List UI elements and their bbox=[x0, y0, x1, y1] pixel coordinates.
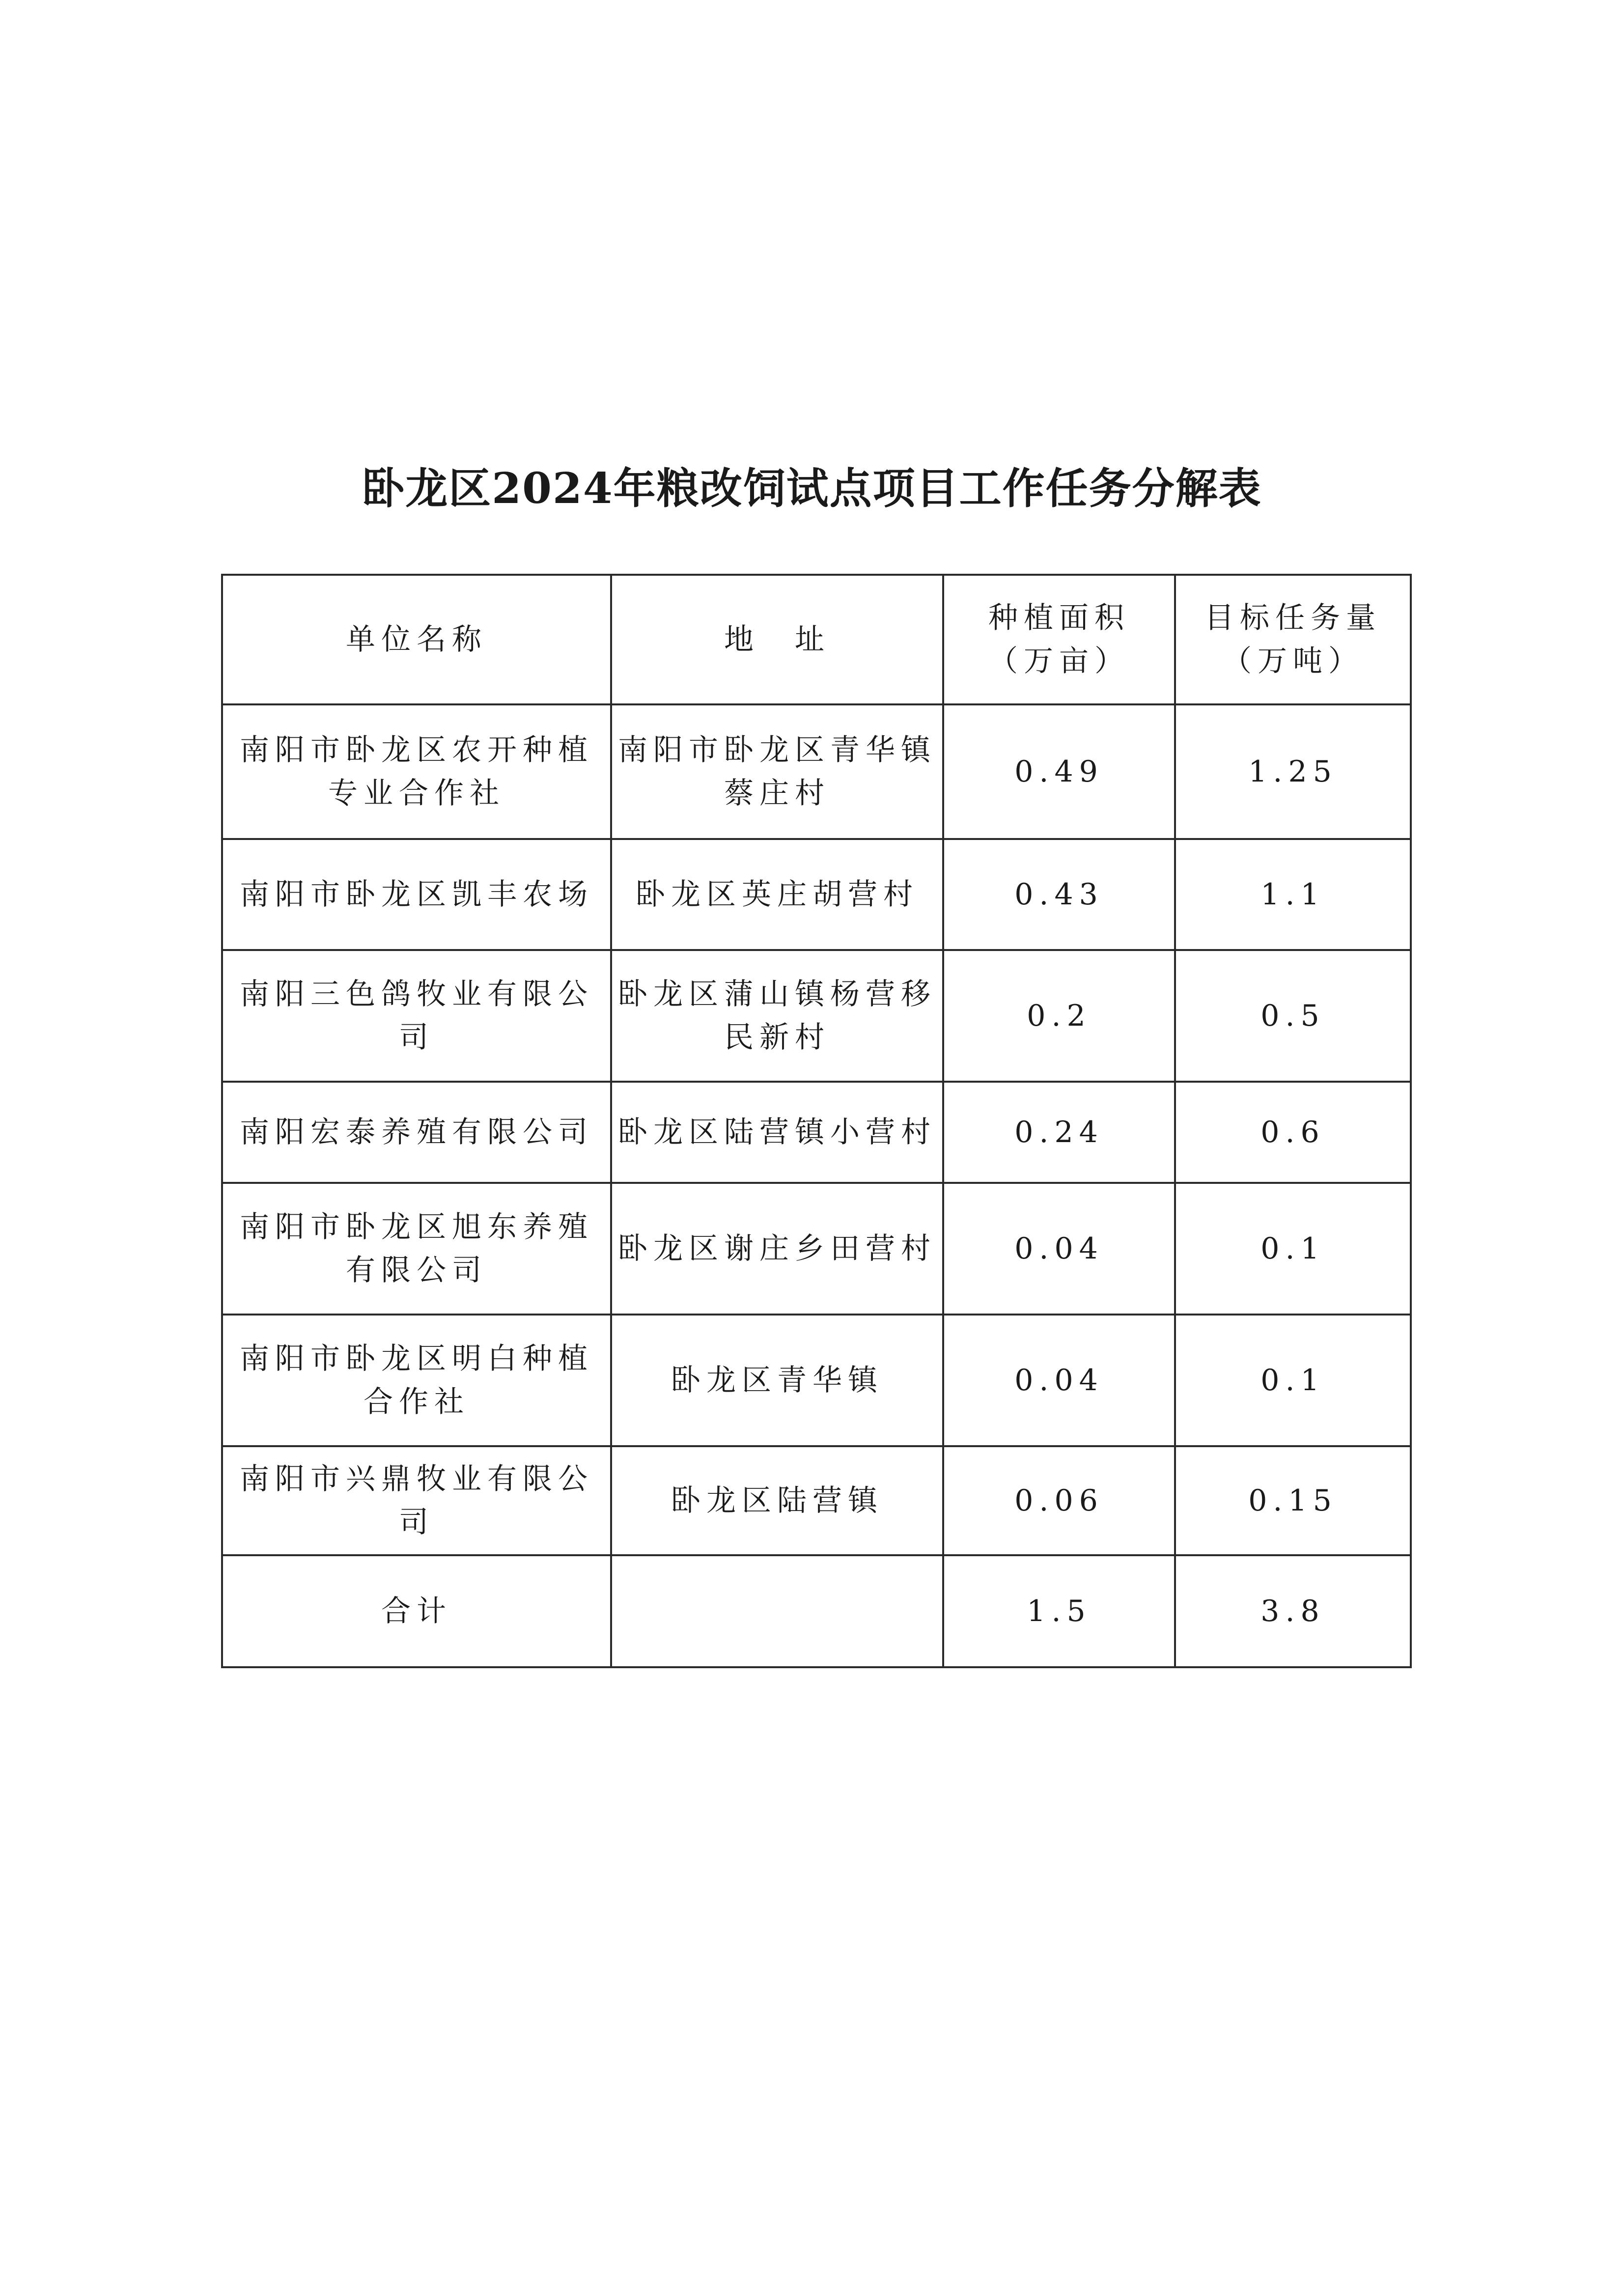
cell-total-label: 合计 bbox=[222, 1555, 611, 1667]
cell-planting-area: 0.04 bbox=[943, 1183, 1175, 1315]
table-row bbox=[222, 950, 1411, 1082]
cell-total-address bbox=[611, 1555, 943, 1667]
cell-unit-name: 南阳宏泰养殖有限公司 bbox=[222, 1082, 611, 1183]
cell-target-volume: 0.6 bbox=[1175, 1082, 1411, 1183]
table-row bbox=[222, 1446, 1411, 1555]
cell-unit-name: 南阳市卧龙区旭东养殖有限公司 bbox=[222, 1183, 611, 1315]
cell-address: 卧龙区青华镇 bbox=[611, 1315, 943, 1446]
header-target-volume bbox=[1175, 575, 1411, 704]
header-planting-area bbox=[943, 575, 1175, 704]
header-unit-name: 单位名称 bbox=[222, 575, 611, 704]
cell-unit-name: 南阳市卧龙区明白种植合作社 bbox=[222, 1315, 611, 1446]
cell-planting-area: 0.06 bbox=[943, 1446, 1175, 1555]
cell-total-target-volume: 3.8 bbox=[1175, 1555, 1411, 1667]
header-planting-area-label: 种植面积 bbox=[988, 601, 1130, 635]
page-title: 卧龙区2024年粮改饲试点项目工作任务分解表 bbox=[362, 464, 1262, 513]
cell-planting-area: 0.24 bbox=[943, 1082, 1175, 1183]
cell-address: 南阳市卧龙区青华镇蔡庄村 bbox=[611, 704, 943, 839]
cell-address: 卧龙区陆营镇小营村 bbox=[611, 1082, 943, 1183]
table-row bbox=[222, 839, 1411, 950]
cell-address: 卧龙区英庄胡营村 bbox=[611, 839, 943, 950]
cell-planting-area: 0.43 bbox=[943, 839, 1175, 950]
cell-unit-name: 南阳市卧龙区凯丰农场 bbox=[222, 839, 611, 950]
cell-unit-name: 南阳市兴鼎牧业有限公司 bbox=[222, 1446, 611, 1555]
cell-address: 卧龙区蒲山镇杨营移民新村 bbox=[611, 950, 943, 1082]
cell-target-volume: 0.5 bbox=[1175, 950, 1411, 1082]
cell-planting-area: 0.49 bbox=[943, 704, 1175, 839]
cell-target-volume: 1.25 bbox=[1175, 704, 1411, 839]
table-row bbox=[222, 704, 1411, 839]
table-row bbox=[222, 1315, 1411, 1446]
cell-planting-area: 0.04 bbox=[943, 1315, 1175, 1446]
table-header-row bbox=[222, 575, 1411, 704]
cell-total-planting-area: 1.5 bbox=[943, 1555, 1175, 1667]
cell-unit-name: 南阳三色鸽牧业有限公司 bbox=[222, 950, 611, 1082]
header-address: 地 址 bbox=[611, 575, 943, 704]
cell-address: 卧龙区陆营镇 bbox=[611, 1446, 943, 1555]
table-row bbox=[222, 1183, 1411, 1315]
table-total-row bbox=[222, 1555, 1411, 1667]
cell-unit-name: 南阳市卧龙区农开种植专业合作社 bbox=[222, 704, 611, 839]
cell-planting-area: 0.2 bbox=[943, 950, 1175, 1082]
cell-target-volume: 0.1 bbox=[1175, 1315, 1411, 1446]
header-planting-area-unit: （万亩） bbox=[988, 644, 1130, 678]
header-target-volume-label: 目标任务量 bbox=[1204, 601, 1381, 635]
cell-target-volume: 0.15 bbox=[1175, 1446, 1411, 1555]
cell-address: 卧龙区谢庄乡田营村 bbox=[611, 1183, 943, 1315]
cell-target-volume: 1.1 bbox=[1175, 839, 1411, 950]
cell-target-volume: 0.1 bbox=[1175, 1183, 1411, 1315]
header-target-volume-unit: （万吨） bbox=[1222, 644, 1364, 678]
task-breakdown-table bbox=[221, 574, 1412, 1668]
table-row bbox=[222, 1082, 1411, 1183]
